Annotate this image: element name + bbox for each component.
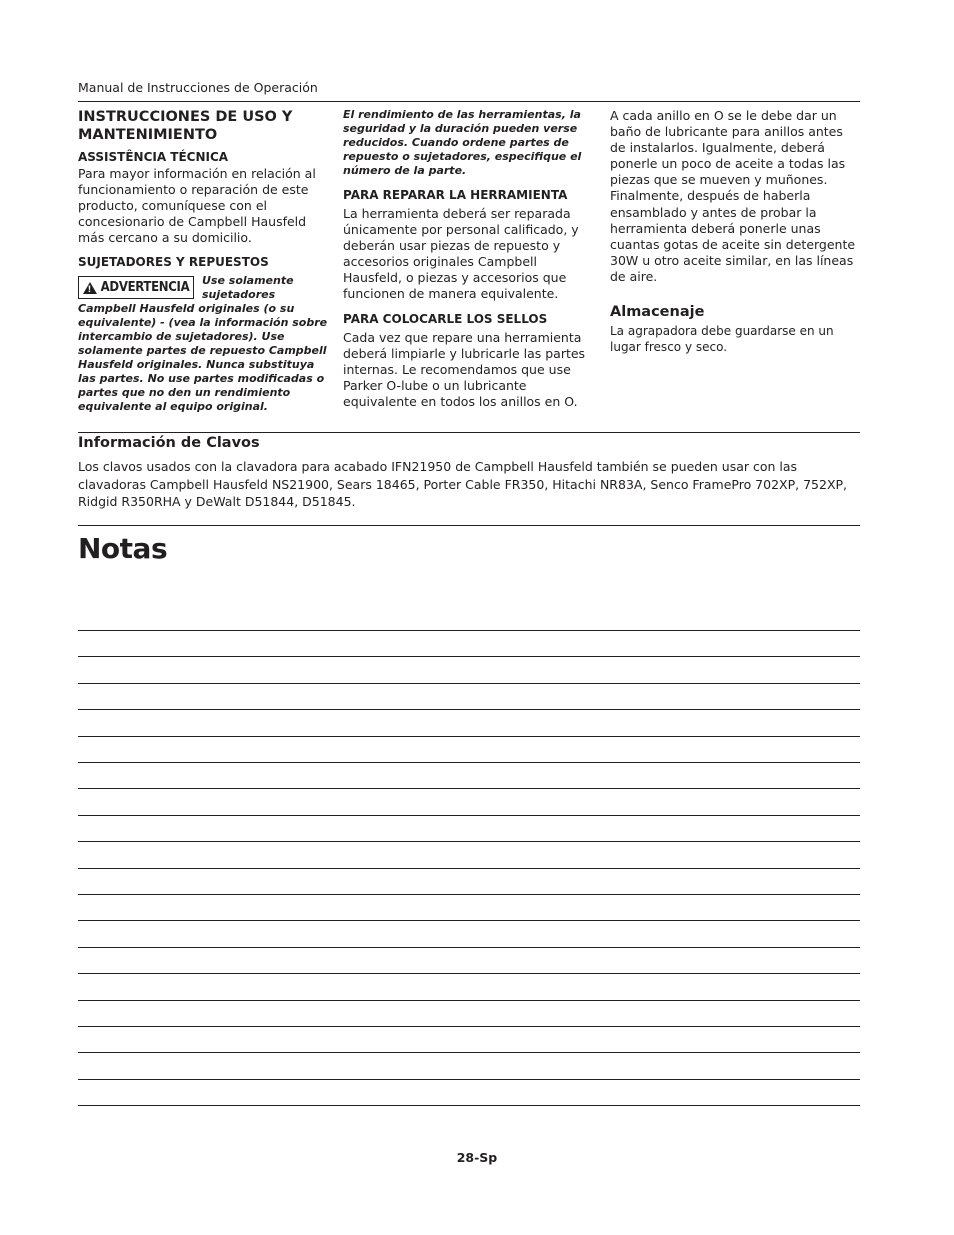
- note-line: [78, 1105, 860, 1106]
- seals-text: Cada vez que repare una herramienta deberá limpiarle y lubricarle las partes internas. Le recomendamos que use Parker O-lube o un lubricante equivalente en todos los anillos en O.: [343, 329, 586, 409]
- assist-text: Para mayor información en relación al funcionamiento o reparación de este producto, comuníquese con el concesionario de Campbell Hausfeld más cercano a su domicilio.: [78, 166, 316, 246]
- column-3: [610, 108, 860, 355]
- note-line: [78, 1079, 860, 1080]
- warning-label: ADVERTENCIA: [100, 279, 190, 295]
- assist-heading: ASSISTÊNCIA TÉCNICA: [78, 150, 229, 164]
- warning-triangle-icon: [83, 282, 97, 294]
- note-line: [78, 1052, 860, 1053]
- fasteners-heading: SUJETADORES Y REPUESTOS: [78, 255, 269, 270]
- notes-title: Notas: [78, 532, 168, 565]
- info-body: Los clavos usados con la clavadora para acabado IFN21950 de Campbell Hausfeld también se pueden usar con las clavadoras Campbell Hausfeld NS21900, Sears 18465, Porter Cable FR350, Hitachi NR83A, Senco FramePro 702XP, 752XP, Ridgid R350RHA y DeWalt D51844, D51845.: [78, 459, 848, 509]
- seals-heading: PARA COLOCARLE LOS SELLOS: [343, 311, 548, 326]
- warning-badge: [78, 276, 194, 299]
- repair-text: La herramienta deberá ser reparada únicamente por personal calificado, y deberán usar piezas de repuesto y accesorios originales Campbell Hausfeld, o piezas y accesorios que funcionen de manera equivalente.: [343, 206, 579, 302]
- storage-heading: Almacenaje: [610, 304, 705, 321]
- column-1: [78, 108, 328, 414]
- note-line: [78, 841, 860, 842]
- note-line: [78, 947, 860, 948]
- note-line: [78, 1026, 860, 1027]
- info-title: Información de Clavos: [78, 435, 260, 451]
- note-line: [78, 656, 860, 657]
- note-line: [78, 709, 860, 710]
- column-2: [343, 108, 595, 418]
- note-line: [78, 788, 860, 789]
- header-rule: [78, 101, 860, 102]
- info-top-rule: [78, 432, 860, 433]
- note-line: [78, 630, 860, 631]
- note-line: [78, 973, 860, 974]
- section-heading: INSTRUCCIONES DE USO Y MANTENIMIENTO: [78, 109, 293, 143]
- page-number: 28-Sp: [456, 1150, 498, 1165]
- italic-note: El rendimiento de las herramientas, la seguridad y la duración pueden verse reducidos. Cuando ordene partes de repuesto o sujetadores, especifique el número de la parte.: [343, 108, 582, 177]
- warning-text: Use solamente sujetadores Campbell Hausfeld originales (o su equivalente) - (vea la información sobre intercambio de sujetadores). Use solamente partes de repuesto Campbell Hausfeld originales. Nunca substituya las partes. No use partes modificadas o partes que no den un rendimiento equivalente al equipo original.: [78, 274, 328, 414]
- note-line: [78, 868, 860, 869]
- repair-heading: PARA REPARAR LA HERRAMIENTA: [343, 188, 568, 202]
- note-line: [78, 762, 860, 763]
- note-line: [78, 920, 860, 921]
- note-line: [78, 736, 860, 737]
- running-header: Manual de Instrucciones de Operación: [78, 80, 318, 95]
- oring-text: A cada anillo en O se le debe dar un baño de lubricante para anillos antes de instalarlos. Igualmente, deberá ponerle un poco de aceite a todas las piezas que se mueven y muñones. Finalmente, después de haberla ensamblado y antes de probar la herramienta deberá ponerle unas cuantas gotas de aceite sin detergente 30W u otro aceite similar, en las líneas de aire.: [610, 108, 856, 284]
- note-line: [78, 1000, 860, 1001]
- note-line: [78, 683, 860, 684]
- warning-block: [78, 274, 328, 414]
- note-line: [78, 815, 860, 816]
- storage-text: La agrapadora debe guardarse en un lugar fresco y seco.: [610, 324, 834, 355]
- notes-top-rule: [78, 525, 860, 526]
- note-line: [78, 894, 860, 895]
